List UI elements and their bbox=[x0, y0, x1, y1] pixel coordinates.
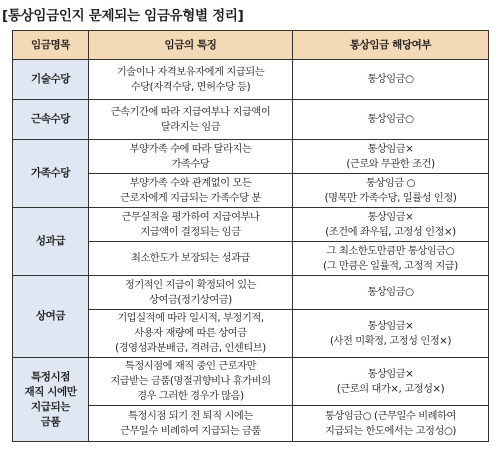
cell-text-line: 달라지는 임금 bbox=[160, 121, 221, 133]
feature-cell bbox=[89, 242, 293, 276]
cell-text-line: 통상임금× bbox=[367, 368, 414, 380]
cell-text-line: 정기적인 지급이 확정되어 있는 bbox=[124, 279, 257, 291]
cell-text-line: 근로자에게 지급되는 가족수당 분 bbox=[120, 192, 261, 204]
feature-cell bbox=[89, 358, 293, 406]
cell-text-line: 특정시점에 재직 중인 근로자만 bbox=[124, 361, 257, 372]
page-title: [통상임금인지 문제되는 임금유형별 정리] bbox=[2, 8, 244, 24]
cell-text-line: 금품 bbox=[40, 415, 61, 428]
table-row bbox=[13, 140, 489, 174]
ordinary-wage-cell bbox=[293, 358, 489, 406]
ordinary-wage-cell bbox=[293, 208, 489, 242]
cell-text-line: 수당(자격수당, 면허수당 등) bbox=[130, 81, 251, 93]
cell-text-line: (명목만 가족수당, 일률성 인정) bbox=[324, 192, 457, 204]
table-row bbox=[13, 276, 489, 310]
cell-text-line: (근로와 무관한 조건) bbox=[346, 158, 435, 170]
cell-text-line: 지급되는 bbox=[31, 400, 70, 413]
cell-text-line: 통상임금× bbox=[367, 320, 414, 332]
table-header-row bbox=[13, 31, 489, 60]
wage-type-table bbox=[12, 30, 489, 442]
feature-cell bbox=[89, 310, 293, 358]
cell-text-line: 성과급 bbox=[35, 235, 66, 247]
cell-text-line: 기술이나 자격보유자에게 지급되는 bbox=[116, 66, 265, 78]
cell-text-line: 통상임금× bbox=[367, 143, 414, 155]
cell-text-line: (사전 미확정, 고정성 인정×) bbox=[329, 335, 452, 347]
ordinary-wage-cell bbox=[293, 310, 489, 358]
cell-text-line: 통상임금○ bbox=[367, 74, 414, 85]
ordinary-wage-cell bbox=[293, 242, 489, 276]
category-cell bbox=[13, 208, 89, 276]
cell-text-line: 지급받는 금품(명절귀향비나 휴가비의 bbox=[110, 376, 271, 387]
category-cell bbox=[13, 100, 89, 140]
ordinary-wage-cell bbox=[293, 276, 489, 310]
cell-text-line: 최소한도가 보장되는 성과급 bbox=[131, 253, 250, 264]
cell-text-line: 통상임금○ bbox=[367, 114, 414, 125]
cell-text-line: 경우 그러한 경우가 많음) bbox=[137, 391, 244, 402]
cell-text-line: (조건에 좌우됨, 고정성 인정×) bbox=[325, 226, 456, 238]
ordinary-wage-cell bbox=[293, 140, 489, 174]
cell-text-line: (경영성과분배금, 격려금, 인센티브) bbox=[115, 343, 266, 354]
cell-text-line: 기업실적에 따라 일시적, 부정기적, bbox=[117, 313, 264, 324]
cell-text-line: 부양가족 수와 관계없이 모든 bbox=[129, 177, 252, 189]
cell-text-line: (근로의 대가×, 고정성×) bbox=[336, 383, 445, 395]
category-cell bbox=[13, 140, 89, 208]
cell-text-line: 지급액이 결정되는 임금 bbox=[140, 226, 241, 238]
cell-text-line: (그 만큼은 일률적, 고정적 지급) bbox=[323, 260, 458, 272]
cell-text-line: 상여금(정기상여금) bbox=[149, 294, 232, 306]
feature-cell bbox=[89, 100, 293, 140]
feature-cell bbox=[89, 406, 293, 442]
cell-text-line: 특정시점 되기 전 퇴직 시에는 bbox=[128, 410, 253, 422]
cell-text-line: 그 최소한도만큼만 통상임금○ bbox=[326, 245, 455, 257]
feature-cell bbox=[89, 60, 293, 100]
feature-cell bbox=[89, 208, 293, 242]
cell-text-line: 가족수당 bbox=[171, 158, 210, 170]
cell-text-line: 통상임금× bbox=[367, 211, 414, 223]
cell-text-line: 통상임금○ bbox=[367, 287, 414, 298]
cell-text-line: 근무일수 비례하여 지급되는 금품 bbox=[120, 425, 261, 437]
cell-text-line: 근속기간에 따라 지급여부나 지급액이 bbox=[110, 106, 271, 118]
cell-text-line: 상여금 bbox=[35, 310, 66, 322]
cell-text-line: 기술수당 bbox=[31, 73, 70, 85]
cell-text-line: 사용자 재량에 따른 상여금 bbox=[134, 328, 247, 339]
ordinary-wage-cell bbox=[293, 406, 489, 442]
cell-text-line: 지급되는 한도에서는 고정성○) bbox=[324, 425, 457, 437]
table-row bbox=[13, 60, 489, 100]
feature-cell bbox=[89, 140, 293, 174]
cell-text-line: 재직 시에만 bbox=[24, 385, 77, 398]
cell-text-line: 통상임금○ (근무일수 비례하여 bbox=[324, 410, 457, 422]
feature-cell bbox=[89, 174, 293, 208]
cell-text-line: 가족수당 bbox=[31, 167, 70, 179]
ordinary-wage-cell bbox=[293, 100, 489, 140]
header-wage-name: 임금명목 bbox=[13, 31, 89, 60]
cell-text-line: 특정시점 bbox=[31, 370, 70, 383]
header-wage-feature: 임금의 특징 bbox=[89, 31, 293, 60]
header-ordinary-wage: 통상임금 해당여부 bbox=[293, 31, 489, 60]
cell-text-line: 근무실적을 평가하여 지급여부나 bbox=[121, 211, 260, 223]
table-row bbox=[13, 208, 489, 242]
feature-cell bbox=[89, 276, 293, 310]
cell-text-line: 부양가족 수에 따라 달라지는 bbox=[129, 143, 252, 155]
ordinary-wage-cell bbox=[293, 60, 489, 100]
category-cell bbox=[13, 358, 89, 442]
category-cell bbox=[13, 60, 89, 100]
ordinary-wage-cell bbox=[293, 174, 489, 208]
cell-text-line: 근속수당 bbox=[31, 113, 70, 125]
table-row bbox=[13, 100, 489, 140]
category-cell bbox=[13, 276, 89, 358]
cell-text-line: 통상임금 ○ bbox=[365, 177, 416, 189]
table-row bbox=[13, 358, 489, 406]
